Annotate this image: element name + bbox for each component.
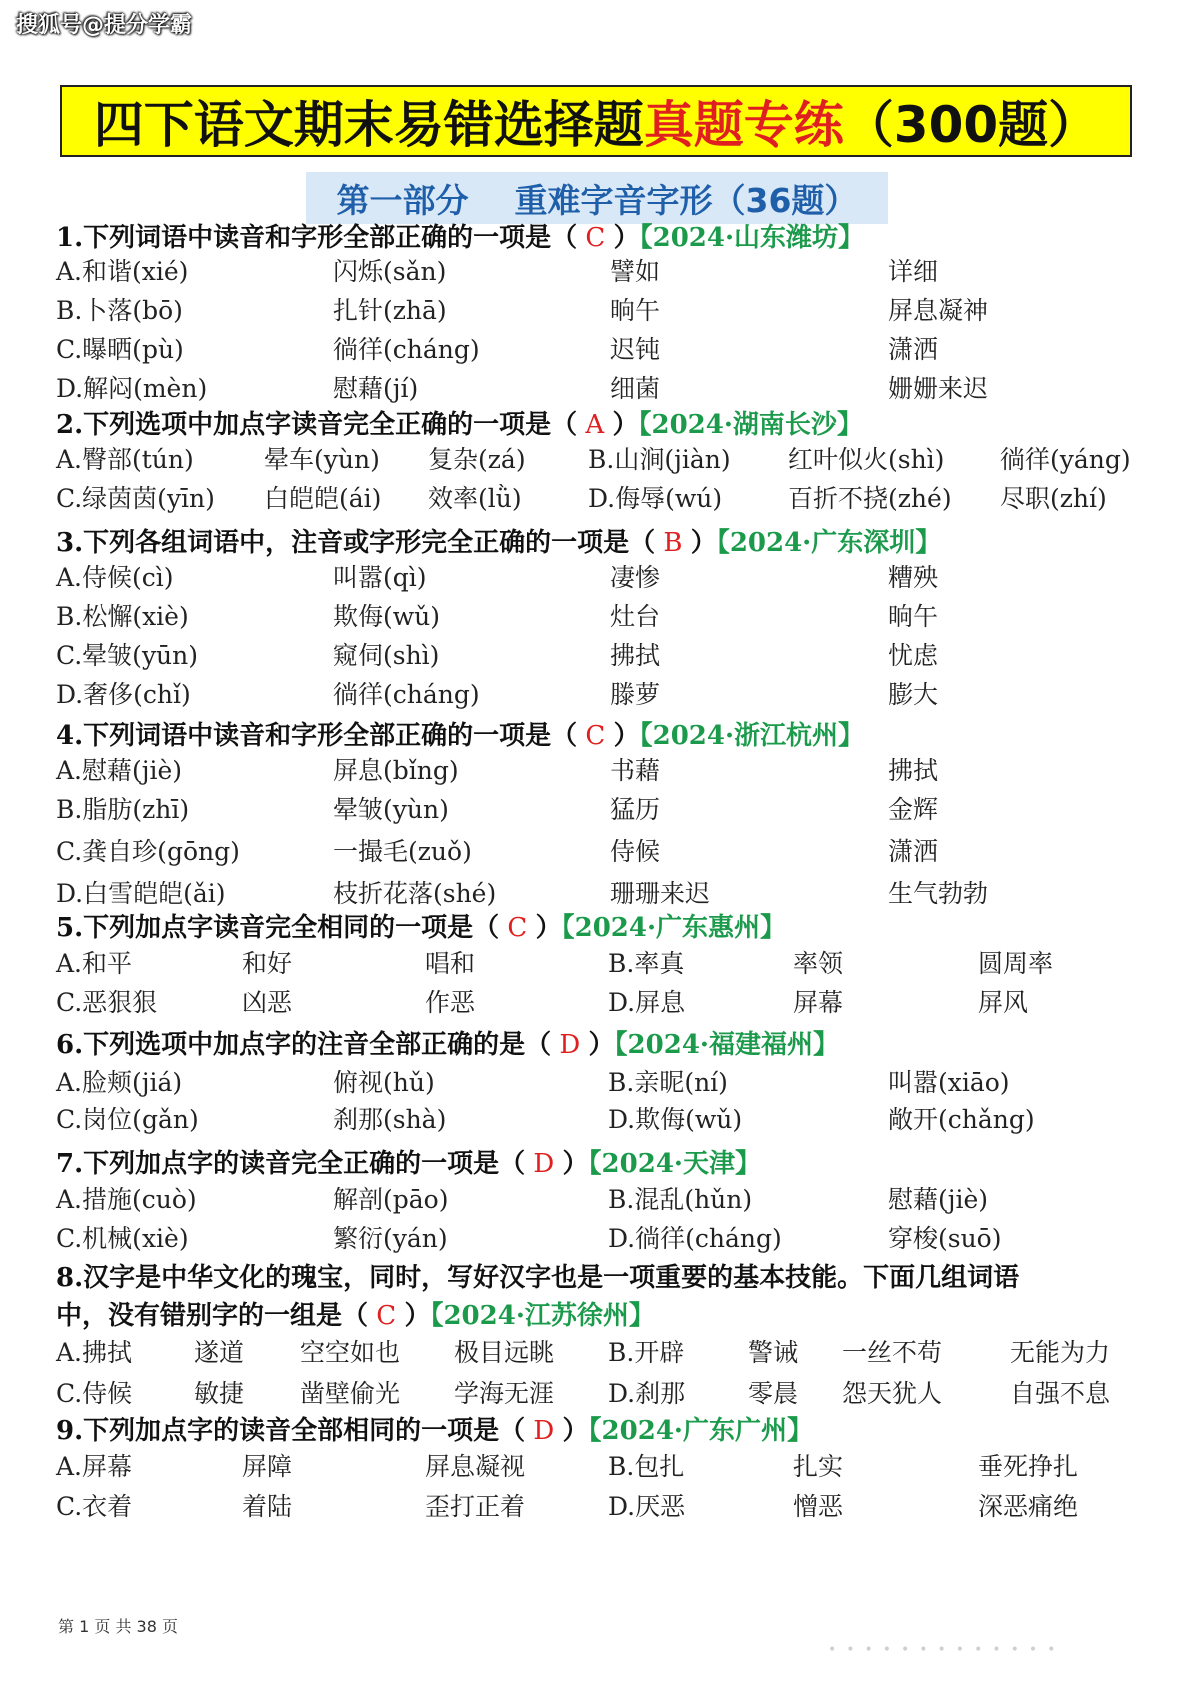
question-source: 【2024·湖南长沙】	[638, 410, 863, 440]
option-item: 金辉	[888, 795, 939, 824]
option-item: 晌午	[888, 602, 939, 631]
question-source: 【2024·福建福州】	[614, 1030, 839, 1060]
option-item: 灶台	[610, 602, 661, 631]
option-item: 拂拭	[610, 641, 661, 670]
answer-letter: C	[577, 721, 614, 751]
option-item: D.厌恶	[608, 1492, 686, 1521]
option-item: 膨大	[888, 680, 939, 709]
option-item: 敞开(chǎng)	[888, 1105, 1035, 1134]
option-item: A.侍候(cì)	[56, 563, 174, 592]
option-item: 拂拭	[888, 756, 939, 785]
question-stem-line	[56, 1298, 655, 1334]
answer-letter: D	[525, 1149, 563, 1179]
option-item: 屏风	[978, 988, 1029, 1017]
option-item: C.恶狠狠	[56, 988, 158, 1017]
option-item: B.松懈(xiè)	[56, 602, 189, 631]
option-item: C.侍候	[56, 1379, 133, 1408]
option-item: 屏息凝神	[888, 296, 989, 325]
option-item: 唱和	[425, 949, 476, 978]
option-item: 极目远眺	[454, 1338, 555, 1367]
option-item: 百折不挠(zhé)	[788, 484, 952, 513]
option-item: 垂死挣扎	[978, 1452, 1079, 1481]
question-stem: 4.下列词语中读音和字形全部正确的一项是（	[56, 721, 578, 751]
option-item: 滕萝	[610, 680, 661, 709]
watermark: 搜狐号@提分学霸	[16, 13, 193, 38]
option-item: A.慰藉(jiè)	[56, 756, 183, 785]
question-stem-line	[56, 1413, 813, 1449]
option-item: A.拂拭	[56, 1338, 133, 1367]
option-item: 憎恶	[793, 1492, 844, 1521]
option-item: 屏息凝视	[425, 1452, 526, 1481]
option-item: D.刹那	[608, 1379, 686, 1408]
option-item: 屏息(bǐng)	[333, 756, 459, 785]
answer-letter: D	[525, 1416, 563, 1446]
section-heading: 第一部分 重难字音字形（36题）	[306, 172, 888, 224]
option-item: 扎实	[793, 1452, 844, 1481]
option-item: 潇洒	[888, 837, 939, 866]
option-item: 欺侮(wǔ)	[333, 602, 441, 631]
question-stem-line	[56, 220, 864, 256]
question-source: 【2024·广东广州】	[588, 1416, 813, 1446]
question-source: 【2024·天津】	[588, 1149, 761, 1179]
option-item: B.开辟	[608, 1338, 685, 1367]
option-item: 晕车(yùn)	[264, 445, 380, 474]
question-stem: 2.下列选项中加点字读音完全正确的一项是（	[56, 410, 578, 440]
answer-bracket: ）	[535, 913, 562, 943]
answer-bracket: ）	[404, 1301, 431, 1331]
option-item: D.侮辱(wú)	[588, 484, 723, 513]
option-item: 叫嚣(xiāo)	[888, 1068, 1010, 1097]
option-item: 潇洒	[888, 335, 939, 364]
option-item: 圆周率	[978, 949, 1054, 978]
option-item: 遂道	[194, 1338, 245, 1367]
option-item: 珊珊来迟	[610, 879, 711, 908]
option-item: 侍候	[610, 837, 661, 866]
option-item: 徜徉(cháng)	[333, 335, 480, 364]
question-stem: 5.下列加点字读音完全相同的一项是（	[56, 913, 500, 943]
option-item: A.措施(cuò)	[56, 1185, 197, 1214]
option-item: 糟殃	[888, 563, 939, 592]
option-item: 一丝不苟	[842, 1338, 943, 1367]
option-item: 忧虑	[888, 641, 939, 670]
question-stem: 3.下列各组词语中，注音或字形完全正确的一项是（	[56, 528, 656, 558]
option-item: C.岗位(gǎn)	[56, 1105, 199, 1134]
option-item: 凶恶	[242, 988, 293, 1017]
option-item: D.徜徉(cháng)	[608, 1224, 782, 1253]
option-item: 猛历	[610, 795, 661, 824]
option-item: D.解闷(mèn)	[56, 374, 208, 403]
option-item: 枝折花落(shé)	[333, 879, 497, 908]
answer-letter: A	[577, 410, 613, 440]
option-item: 率领	[793, 949, 844, 978]
answer-bracket: ）	[562, 1416, 589, 1446]
option-item: 自强不息	[1010, 1379, 1111, 1408]
option-item: B.脂肪(zhī)	[56, 795, 190, 824]
question-stem-line	[56, 1260, 1019, 1296]
option-item: 穿梭(suō)	[888, 1224, 1002, 1253]
option-item: 扎针(zhā)	[333, 296, 447, 325]
option-item: 晕皱(yùn)	[333, 795, 449, 824]
answer-bracket: ）	[562, 1149, 589, 1179]
option-item: 生气勃勃	[888, 879, 989, 908]
answer-letter: C	[499, 913, 536, 943]
option-item: 学海无涯	[454, 1379, 555, 1408]
question-source: 【2024·山东潍坊】	[639, 223, 865, 253]
option-item: D.欺侮(wǔ)	[608, 1105, 743, 1134]
option-item: 刹那(shà)	[333, 1105, 447, 1134]
question-stem-line	[56, 407, 863, 443]
option-item: 譬如	[610, 257, 661, 286]
option-item: 白皑皑(ái)	[264, 484, 382, 513]
option-item: B.率真	[608, 949, 685, 978]
option-item: C.绿茵茵(yīn)	[56, 484, 215, 513]
option-item: 警诫	[748, 1338, 799, 1367]
option-item: C.机械(xiè)	[56, 1224, 189, 1253]
option-item: D.屏息	[608, 988, 686, 1017]
question-source: 【2024·广东惠州】	[561, 913, 787, 943]
answer-bracket: ）	[613, 223, 640, 253]
answer-bracket: ）	[690, 528, 717, 558]
question-stem-line	[56, 525, 941, 561]
option-item: 徜徉(yáng)	[1000, 445, 1131, 474]
question-source: 【2024·广东深圳】	[716, 528, 942, 558]
option-item: 详细	[888, 257, 939, 286]
option-item: A.脸颊(jiá)	[56, 1068, 183, 1097]
title-part-2: 真题专练	[643, 96, 844, 154]
option-item: 细菌	[610, 374, 661, 403]
option-item: B.混乱(hǔn)	[608, 1185, 753, 1214]
answer-bracket: ）	[612, 410, 639, 440]
option-item: A.和谐(xié)	[56, 257, 189, 286]
page-title	[60, 85, 1132, 157]
option-item: 叫嚣(qì)	[333, 563, 427, 592]
option-item: 繁衍(yán)	[333, 1224, 448, 1253]
option-item: 屏幕	[793, 988, 844, 1017]
question-stem: 中，没有错别字的一组是（	[56, 1301, 369, 1331]
option-item: 和好	[242, 949, 293, 978]
option-item: B.亲昵(ní)	[608, 1068, 728, 1097]
question-stem: 7.下列加点字的读音完全正确的一项是（	[56, 1149, 526, 1179]
option-item: 深恶痛绝	[978, 1492, 1079, 1521]
option-item: B.卜落(bō)	[56, 296, 183, 325]
option-item: 着陆	[242, 1492, 293, 1521]
question-stem: 1.下列词语中读音和字形全部正确的一项是（	[56, 223, 578, 253]
option-item: 解剖(pāo)	[333, 1185, 449, 1214]
option-item: 迟钝	[610, 335, 661, 364]
option-item: D.白雪皑皑(ǎi)	[56, 879, 226, 908]
option-item: 凄惨	[610, 563, 661, 592]
answer-letter: C	[577, 223, 614, 253]
question-stem-line	[56, 1146, 761, 1182]
option-item: 敏捷	[194, 1379, 245, 1408]
question-stem: 8.汉字是中华文化的瑰宝，同时，写好汉字也是一项重要的基本技能。下面几组词语	[56, 1263, 1020, 1293]
question-source: 【2024·江苏徐州】	[430, 1301, 655, 1331]
option-item: B.包扎	[608, 1452, 685, 1481]
option-item: 效率(lǜ)	[428, 484, 522, 513]
answer-letter: D	[551, 1030, 589, 1060]
option-item: 慰藉(jí)	[333, 374, 419, 403]
option-item: 书藉	[610, 756, 661, 785]
answer-bracket: ）	[588, 1030, 615, 1060]
answer-letter: C	[368, 1301, 405, 1331]
option-item: 徜徉(cháng)	[333, 680, 480, 709]
option-item: B.山涧(jiàn)	[588, 445, 731, 474]
option-item: 红叶似火(shì)	[788, 445, 945, 474]
option-item: 晌午	[610, 296, 661, 325]
answer-letter: B	[655, 528, 691, 558]
question-source: 【2024·浙江杭州】	[639, 721, 865, 751]
question-stem: 6.下列选项中加点字的注音全部正确的是（	[56, 1030, 552, 1060]
option-item: 复杂(zá)	[428, 445, 526, 474]
option-item: 怨天犹人	[842, 1379, 943, 1408]
option-item: 无能为力	[1010, 1338, 1111, 1367]
question-stem: 9.下列加点字的读音全部相同的一项是（	[56, 1416, 526, 1446]
answer-bracket: ）	[613, 721, 640, 751]
option-item: C.龚自珍(gōng)	[56, 837, 240, 866]
option-item: A.臀部(tún)	[56, 445, 194, 474]
option-item: 凿壁偷光	[300, 1379, 401, 1408]
page-number: 第 1 页 共 38 页	[58, 1617, 178, 1636]
option-item: 作恶	[425, 988, 476, 1017]
option-item: A.屏幕	[56, 1452, 133, 1481]
option-item: 一撮毛(zuǒ)	[333, 837, 472, 866]
option-item: 姗姗来迟	[888, 374, 989, 403]
option-item: C.曝晒(pù)	[56, 335, 184, 364]
option-item: 尽职(zhí)	[1000, 484, 1107, 513]
option-item: 窥伺(shì)	[333, 641, 440, 670]
question-stem-line	[56, 910, 786, 946]
title-part-1: 四下语文期末易错选择题	[93, 96, 644, 154]
option-item: 慰藉(jiè)	[888, 1185, 989, 1214]
question-stem-line	[56, 1027, 839, 1063]
option-item: 空空如也	[300, 1338, 401, 1367]
option-item: A.和平	[56, 949, 133, 978]
option-item: C.衣着	[56, 1492, 133, 1521]
option-item: 歪打正着	[425, 1492, 526, 1521]
question-stem-line	[56, 718, 864, 754]
decorative-dots: •••••••••••••	[828, 1642, 1066, 1658]
option-item: D.奢侈(chǐ)	[56, 680, 191, 709]
title-part-3: （300题）	[843, 96, 1099, 154]
option-item: 屏障	[242, 1452, 293, 1481]
option-item: 俯视(hǔ)	[333, 1068, 435, 1097]
option-item: C.晕皱(yūn)	[56, 641, 199, 670]
option-item: 零晨	[748, 1379, 799, 1408]
option-item: 闪烁(sǎn)	[333, 257, 447, 286]
